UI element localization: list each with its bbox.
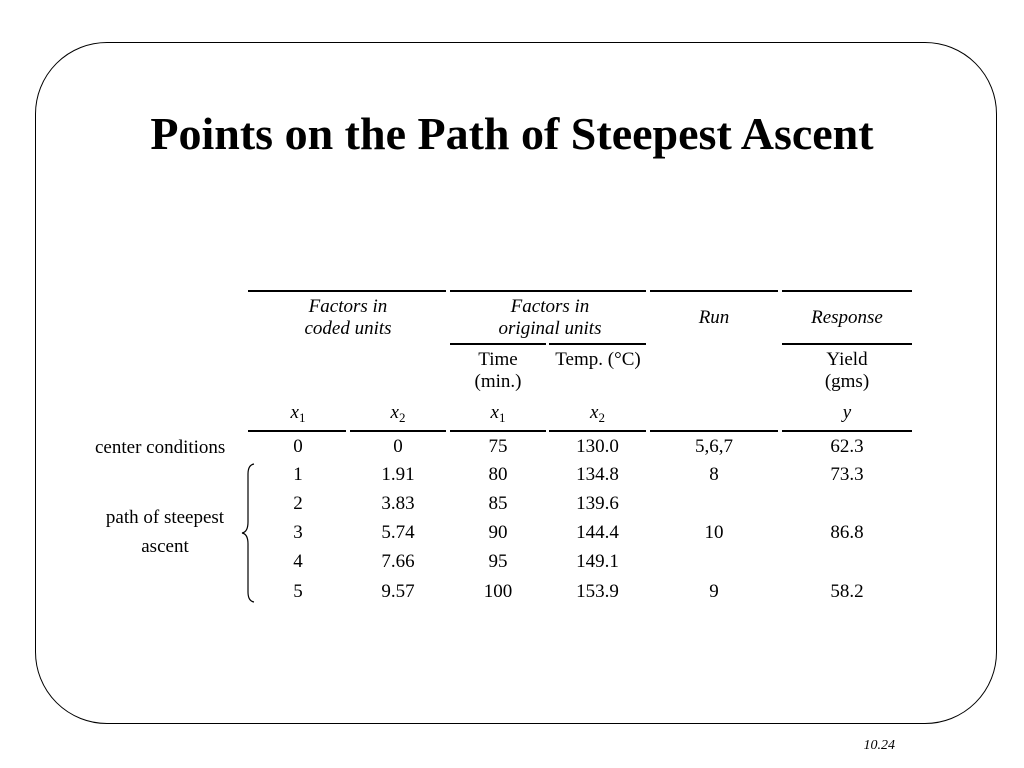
table-cell-x2c: 5.74	[381, 522, 415, 543]
header-coded-line2: coded units	[304, 318, 392, 339]
header-run: Run	[698, 307, 730, 328]
rule-var-x1o	[450, 430, 546, 432]
table-cell-x1o: 75	[488, 436, 508, 457]
rule-top-response	[782, 290, 912, 292]
table-cell-x2o: 153.9	[576, 581, 619, 602]
table-cell-x2o: 149.1	[576, 551, 619, 572]
table-cell-x1c: 4	[293, 551, 303, 572]
header-x1-original: $x_1$	[490, 402, 506, 425]
rule-top-coded	[248, 290, 446, 292]
header-time-line1: Time	[478, 349, 518, 370]
header-response: Response	[811, 307, 883, 328]
table-cell-x2c: 0	[393, 436, 403, 457]
table-cell-y: 58.2	[830, 581, 864, 602]
header-original-line2: original units	[498, 318, 602, 339]
table-cell-x2o: 134.8	[576, 464, 619, 485]
table-cell-run: 5,6,7	[695, 436, 733, 457]
header-x2-original: $x_2$	[590, 402, 605, 425]
table-cell-run: 8	[709, 464, 719, 485]
page-number: 10.24	[863, 738, 895, 753]
header-original-line1: Factors in	[510, 296, 590, 317]
table-cell-x2o: 130.0	[576, 436, 619, 457]
header-temp: Temp. (°C)	[555, 349, 641, 370]
rule-var-x2c	[350, 430, 446, 432]
rule-var-run	[650, 430, 778, 432]
rule-top-original	[450, 290, 646, 292]
header-yield-line1: Yield	[826, 349, 868, 370]
table-cell-x1o: 80	[488, 464, 508, 485]
table-cell-x2c: 9.57	[381, 581, 415, 602]
table-cell-x1o: 85	[488, 493, 508, 514]
table-cell-x2c: 7.66	[381, 551, 415, 572]
table-cell-x2c: 3.83	[381, 493, 415, 514]
table-cell-x1c: 2	[293, 493, 303, 514]
rule-var-x2o	[549, 430, 646, 432]
header-x1-coded: $x_1$	[290, 402, 306, 425]
table-cell-run: 10	[704, 522, 724, 543]
header-y: y	[842, 402, 852, 423]
slide-title: Points on the Path of Steepest Ascent	[150, 108, 874, 159]
table-cell-y: 86.8	[830, 522, 864, 543]
table-cell-x1c: 3	[293, 522, 303, 543]
table-cell-run: 9	[709, 581, 719, 602]
header-x2-coded: $x_2$	[390, 402, 406, 425]
rule-var-x1c	[248, 430, 346, 432]
table-cell-x1o: 95	[488, 551, 508, 572]
header-time-line2: (min.)	[474, 371, 522, 392]
table-cell-x1c: 0	[293, 436, 303, 457]
header-coded-line1: Factors in	[308, 296, 388, 317]
table-cell-x1c: 1	[293, 464, 303, 485]
table-cell-x2o: 139.6	[576, 493, 619, 514]
rule-var-y	[782, 430, 912, 432]
table-cell-y: 62.3	[830, 436, 864, 457]
rule-sub-temp	[549, 343, 646, 345]
table-cell-x1o: 90	[488, 522, 508, 543]
table-cell-x2o: 144.4	[576, 522, 619, 543]
rule-sub-yield	[782, 343, 912, 345]
row-label-center: center conditions	[95, 437, 226, 458]
rule-top-run	[650, 290, 778, 292]
row-label-path-line2: ascent	[141, 536, 189, 557]
table-cell-y: 73.3	[830, 464, 864, 485]
table-cell-x1c: 5	[293, 581, 303, 602]
rule-sub-time	[450, 343, 546, 345]
table-cell-x1o: 100	[483, 581, 513, 602]
table-cell-x2c: 1.91	[381, 464, 415, 485]
header-yield-line2: (gms)	[824, 371, 870, 392]
row-label-path-line1: path of steepest	[105, 507, 225, 528]
